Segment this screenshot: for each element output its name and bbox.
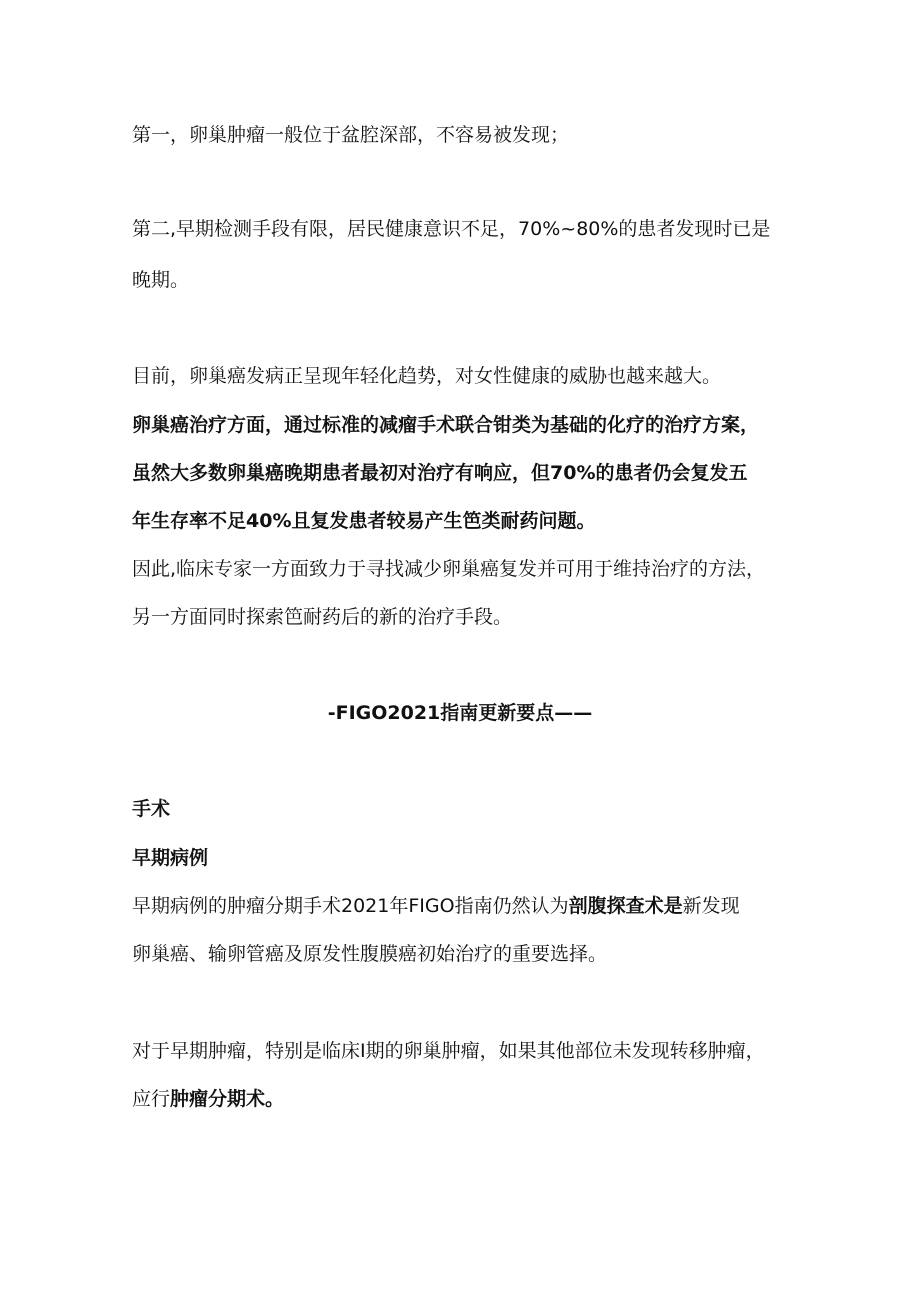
paragraph-treatment-line3: 年生存率不足40%且复发患者较易产生笆类耐药问题。: [132, 510, 596, 532]
early-cases-bold-term: 剖腹探查术是: [568, 895, 683, 917]
paragraph-early-tumor-line2: [132, 1086, 812, 1112]
section-title: -FIGO2021指南更新要点——: [327, 702, 593, 724]
heading-surgery: 手术: [132, 798, 171, 820]
paragraph-second-reason-line1: 第二,早期检测手段有限，居民健康意识不足，70%~80%的患者发现时已是: [132, 218, 771, 240]
early-cases-text-c: 新发现: [682, 895, 740, 917]
paragraph-early-tumor-line1: 对于早期肿瘤，特别是临床I期的卵巢肿瘤，如果其他部位未发现转移肿瘤，: [132, 1040, 765, 1062]
early-tumor-text-a: 应行: [132, 1088, 171, 1110]
paragraph-second-reason-line2: 晚期。: [132, 269, 190, 291]
paragraph-treatment-line2: 虽然大多数卵巢癌晚期患者最初对治疗有响应，但70%的患者仍会复发五: [132, 462, 748, 484]
paragraph-early-cases-line2: 卵巢癌、输卵管癌及原发性腹膜癌初始治疗的重要选择。: [132, 943, 608, 965]
paragraph-early-cases-line1: [132, 893, 812, 919]
early-cases-text-a: 早期病例的肿瘤分期手术2021年FIGO指南仍然认为: [132, 895, 569, 917]
paragraph-therefore-line2: 另一方面同时探索笆耐药后的新的治疗手段。: [132, 606, 513, 628]
heading-early-cases: 早期病例: [132, 847, 209, 869]
paragraph-first-reason: 第一，卵巢肿瘤一般位于盆腔深部，不容易被发现；: [132, 124, 570, 146]
paragraph-current-trend: 目前，卵巢癌发病正呈现年轻化趋势，对女性健康的威胁也越来越大。: [132, 365, 722, 387]
early-tumor-bold-term: 肿瘤分期术。: [170, 1088, 285, 1110]
paragraph-therefore-line1: 因此,临床专家一方面致力于寻找减少卵巢癌复发并可用于维持治疗的方法，: [132, 558, 766, 580]
paragraph-treatment-line1: 卵巢癌治疗方面，通过标准的减瘤手术联合钳类为基础的化疗的治疗方案，: [132, 414, 760, 436]
